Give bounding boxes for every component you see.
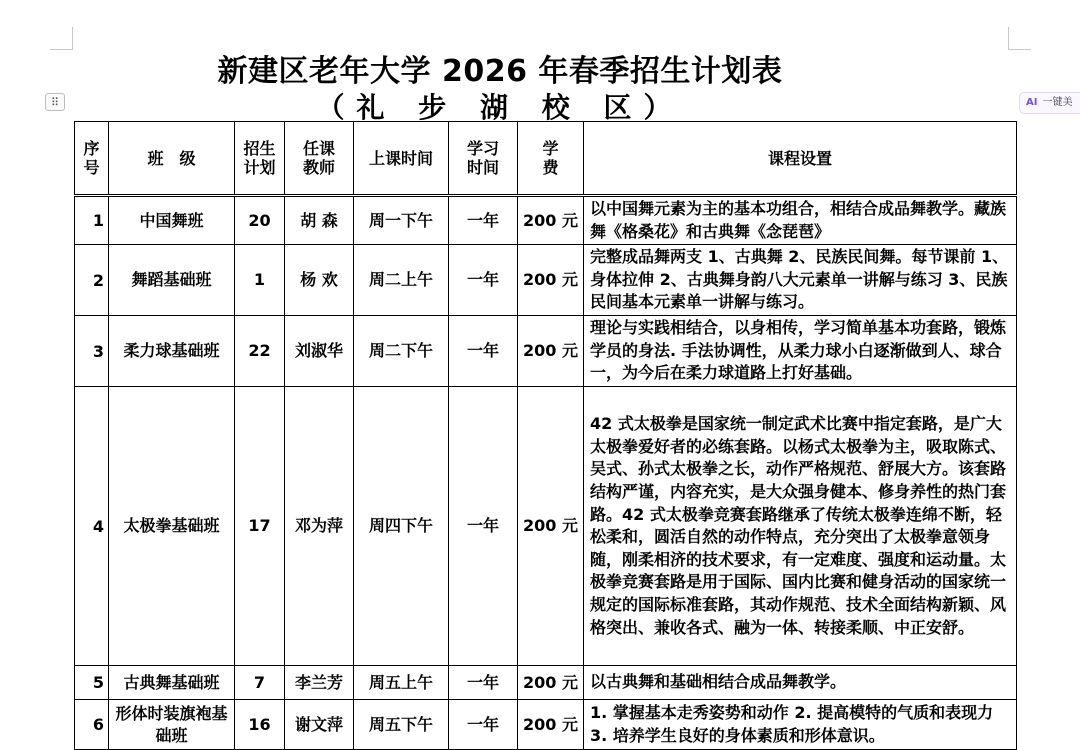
cell-duration: 一年 (449, 387, 518, 666)
header-no: 序号 (75, 122, 109, 196)
page-corner-mark-left (50, 27, 73, 50)
cell-fee: 200 元 (518, 700, 584, 750)
cell-class: 形体时装旗袍基础班 (109, 700, 235, 750)
cell-time: 周一下午 (354, 196, 449, 245)
page-corner-mark-right (1008, 27, 1031, 50)
cell-class: 太极拳基础班 (109, 387, 235, 666)
cell-time: 周五上午 (354, 666, 449, 700)
cell-class: 柔力球基础班 (109, 316, 235, 387)
cell-duration: 一年 (449, 196, 518, 245)
cell-duration: 一年 (449, 316, 518, 387)
cell-teacher: 胡 森 (285, 196, 354, 245)
header-duration: 学习时间 (449, 122, 518, 196)
header-class: 班 级 (109, 122, 235, 196)
cell-content: 42 式太极拳是国家统一制定武术比赛中指定套路，是广大太极拳爱好者的必练套路。以杨式太极拳为主，吸取陈式、吴式、孙式太极拳之长，动作严格规范、舒展大方。该套路结构严谨，内容充实，是大众强身健本、修身养性的热门套路。42 式太极拳竞赛套路继承了传统太极拳连绵不断，轻松柔和，圆活自然的动作特点，充分突出了太极拳意领身随，刚柔相济的技术要求，有一定难度、强度和运动量。太极拳竞赛套路是用于国际、国内比赛和健身活动的国家统一规定的国际标准套路，其动作规范、技术全面结构新颖、风格突出、兼收各式、融为一体、转接柔顺、中正安舒。 (584, 387, 1017, 666)
cell-teacher: 杨 欢 (285, 245, 354, 316)
cell-quota: 20 (235, 196, 285, 245)
ai-icon: AI (1026, 97, 1038, 108)
cell-no: 4 (75, 387, 109, 666)
cell-no: 5 (75, 666, 109, 700)
table-row (75, 196, 1017, 245)
cell-fee: 200 元 (518, 666, 584, 700)
cell-fee: 200 元 (518, 316, 584, 387)
ai-beautify-button[interactable] (1019, 92, 1080, 114)
table-row (75, 245, 1017, 316)
cell-no: 6 (75, 700, 109, 750)
cell-content: 理论与实践相结合，以身相传，学习简单基本功套路，锻炼学员的身法. 手法协调性，从柔力球小白逐渐做到人、球合一，为今后在柔力球道路上打好基础。 (584, 316, 1017, 387)
document-subtitle: （礼 步 湖 校 区） (316, 91, 684, 124)
cell-quota: 22 (235, 316, 285, 387)
cell-duration: 一年 (449, 245, 518, 316)
cell-teacher: 刘淑华 (285, 316, 354, 387)
cell-quota: 16 (235, 700, 285, 750)
cell-class: 舞蹈基础班 (109, 245, 235, 316)
cell-fee: 200 元 (518, 387, 584, 666)
header-quota: 招生计划 (235, 122, 285, 196)
cell-quota: 7 (235, 666, 285, 700)
cell-quota: 17 (235, 387, 285, 666)
cell-content: 1. 掌握基本走秀姿势和动作 2. 提高模特的气质和表现力 3. 培养学生良好的身体素质和形体意识。 (584, 700, 1017, 750)
cell-duration: 一年 (449, 700, 518, 750)
enrollment-table (74, 121, 1017, 750)
header-content: 课程设置 (584, 122, 1017, 196)
header-teacher: 任课教师 (285, 122, 354, 196)
cell-content: 以中国舞元素为主的基本功组合，相结合成品舞教学。藏族舞《格桑花》和古典舞《念琵琶》 (584, 196, 1017, 245)
cell-time: 周四下午 (354, 387, 449, 666)
cell-quota: 1 (235, 245, 285, 316)
cell-no: 2 (75, 245, 109, 316)
cell-no: 3 (75, 316, 109, 387)
header-time: 上课时间 (354, 122, 449, 196)
cell-content: 完整成品舞两支 1、古典舞 2、民族民间舞。每节课前 1、身体拉伸 2、古典舞身韵八大元素单一讲解与练习 3、民族民间基本元素单一讲解与练习。 (584, 245, 1017, 316)
cell-teacher: 谢文萍 (285, 700, 354, 750)
cell-fee: 200 元 (518, 196, 584, 245)
header-fee: 学费 (518, 122, 584, 196)
cell-fee: 200 元 (518, 245, 584, 316)
cell-class: 中国舞班 (109, 196, 235, 245)
cell-teacher: 李兰芳 (285, 666, 354, 700)
table-header-row (75, 122, 1017, 196)
cell-class: 古典舞基础班 (109, 666, 235, 700)
cell-content: 以古典舞和基础相结合成品舞教学。 (584, 666, 1017, 700)
cell-teacher: 邓为萍 (285, 387, 354, 666)
cell-no: 1 (75, 196, 109, 245)
table-row (75, 700, 1017, 750)
cell-duration: 一年 (449, 666, 518, 700)
table-row (75, 387, 1017, 666)
ai-beautify-label: 一键美 (1042, 97, 1073, 108)
table-drag-handle-icon[interactable]: ⠿ (45, 93, 65, 111)
table-row (75, 666, 1017, 700)
cell-time: 周二上午 (354, 245, 449, 316)
cell-time: 周二下午 (354, 316, 449, 387)
document-title: 新建区老年大学 2026 年春季招生计划表 (217, 54, 783, 89)
cell-time: 周五下午 (354, 700, 449, 750)
table-row (75, 316, 1017, 387)
